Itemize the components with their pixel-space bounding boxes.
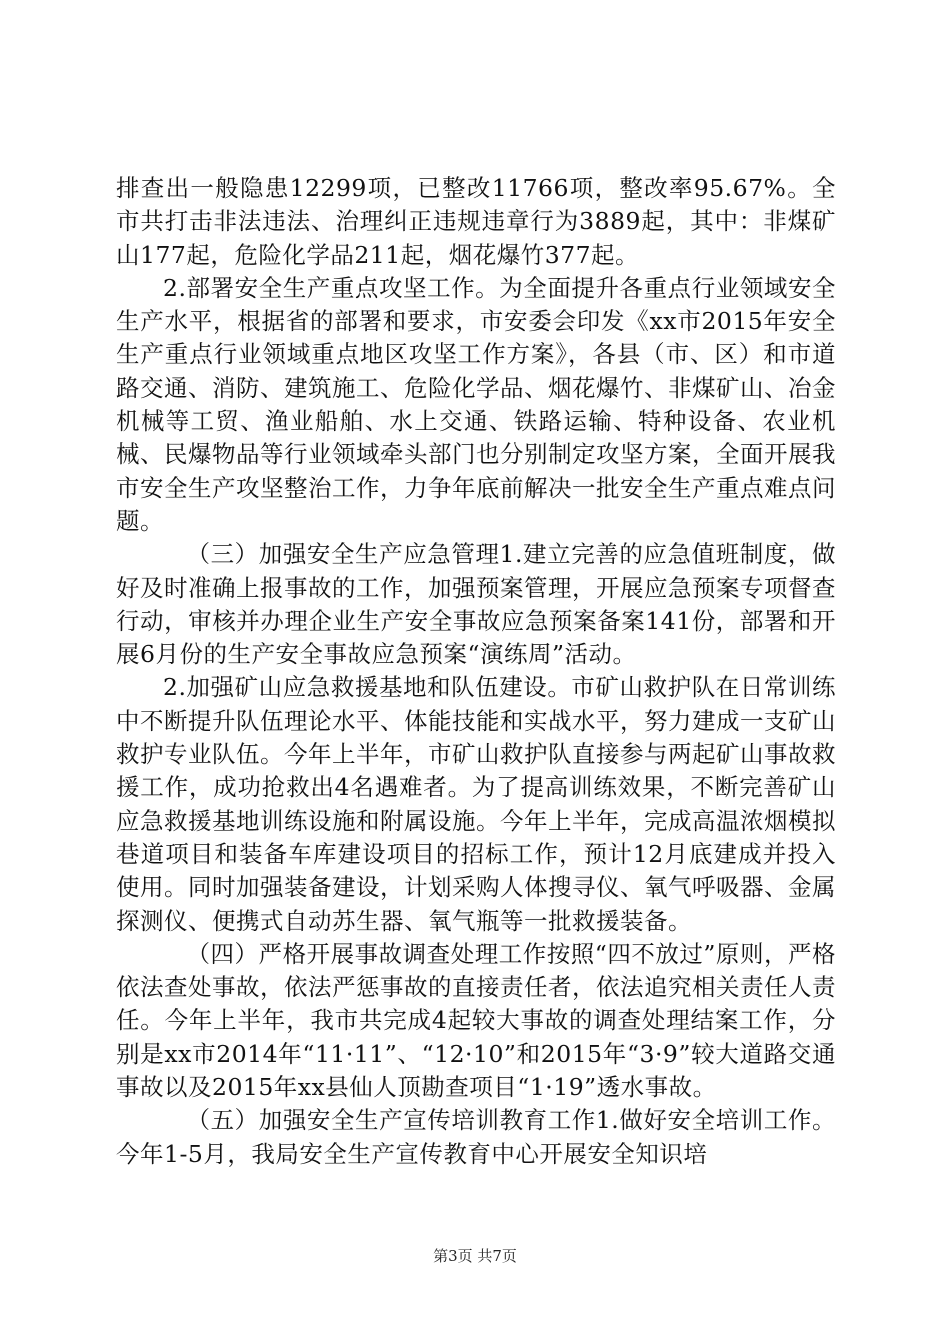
paragraph-key-projects: 2.部署安全生产重点攻坚工作。为全面提升各重点行业领域安全生产水平，根据省的部署和要求，市安委会印发《xx市2015年安全生产重点行业领域重点地区攻坚工作方案》，各县（市、区）和市道路交通、消防、建筑施工、危险化学品、烟花爆竹、非煤矿山、冶金机械等工贸、渔业船舶、水上交通、铁路运输、特种设备、农业机械、民爆物品等行业领域牵头部门也分别制定攻坚方案，全面开展我市安全生产攻坚整治工作，力争年底前解决一批安全生产重点难点问题。 bbox=[116, 273, 836, 535]
paragraph-continuation: 排查出一般隐患12299项，已整改11766项，整改率95.67%。全市共打击非法违法、治理纠正违规违章行为3889起，其中：非煤矿山177起，危险化学品211起，烟花爆竹377起。 bbox=[116, 174, 836, 269]
page-number-footer: 第3页 共7页 bbox=[433, 1247, 517, 1265]
paragraph-accident-investigation: （四）严格开展事故调查处理工作按照“四不放过”原则，严格依法查处事故，依法严惩事故的直接责任者，依法追究相关责任人责任。今年上半年，我市共完成4起较大事故的调查处理结案工作，分别是xx市2014年“11·11”、“12·10”和2015年“3·9”较大道路交通事故以及2015年xx县仙人顶勘查项目“1·19”透水事故。 bbox=[116, 939, 836, 1102]
paragraph-emergency-management: （三）加强安全生产应急管理1.建立完善的应急值班制度，做好及时准确上报事故的工作，加强预案管理，开展应急预案专项督查行动，审核并办理企业生产安全事故应急预案备案141份，部署和开展6月份的生产安全事故应急预案“演练周”活动。 bbox=[116, 540, 836, 669]
paragraph-mine-rescue: 2.加强矿山应急救援基地和队伍建设。市矿山救护队在日常训练中不断提升队伍理论水平、体能技能和实战水平，努力建成一支矿山救护专业队伍。今年上半年，市矿山救护队直接参与两起矿山事故救援工作，成功抢救出4名遇难者。为了提高训练效果，不断完善矿山应急救援基地训练设施和附属设施。今年上半年，完成高温浓烟模拟巷道项目和装备车库建设项目的招标工作，预计12月底建成并投入使用。同时加强装备建设，计划采购人体搜寻仪、氧气呼吸器、金属探测仪、便携式自动苏生器、氧气瓶等一批救援装备。 bbox=[116, 673, 836, 935]
paragraph-safety-training: （五）加强安全生产宣传培训教育工作1.做好安全培训工作。今年1-5月，我局安全生产宣传教育中心开展安全知识培 bbox=[116, 1106, 836, 1168]
document-body bbox=[116, 172, 836, 1171]
